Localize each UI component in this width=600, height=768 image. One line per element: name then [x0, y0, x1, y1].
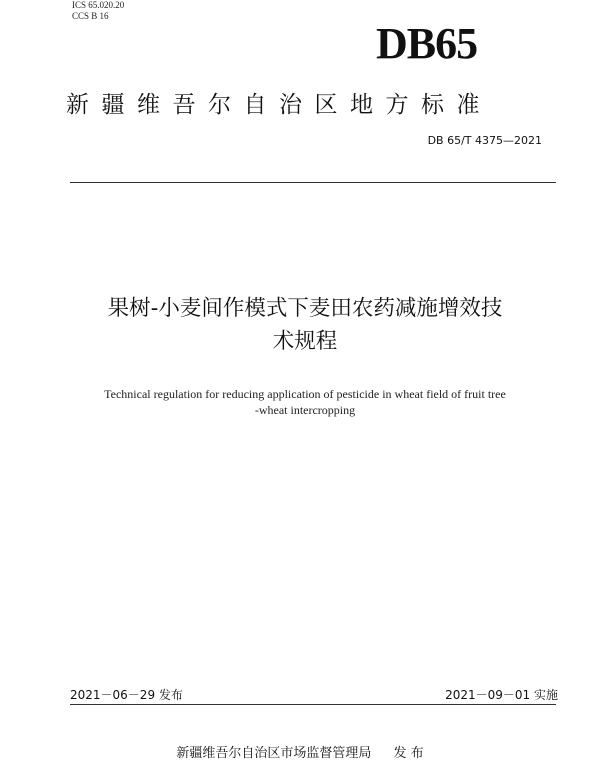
issue-date: 2021－06－29 发布 [70, 688, 183, 702]
effective-date: 2021－09－01 实施 [445, 688, 558, 702]
header-divider [70, 182, 556, 183]
issuer-line [0, 742, 600, 761]
chinese-title-line-2: 术规程 [272, 329, 338, 354]
standard-number: DB 65/T 4375—2021 [427, 134, 542, 147]
english-title-line-2: -wheat intercropping [254, 403, 356, 417]
issue-action: 发 布 [393, 746, 424, 761]
ccs-code: CCS B 16 [72, 11, 109, 21]
footer-divider [70, 704, 556, 705]
standard-logo: DB65 [376, 19, 478, 68]
classification-codes [72, 0, 124, 22]
english-title-line-1: Technical regulation for reducing application of pesticide in wheat field of fruit tree [104, 387, 506, 401]
issuer-name: 新疆维吾尔自治区市场监督管理局 [176, 746, 372, 761]
chinese-title-line-1: 果树-小麦间作模式下麦田农药减施增效技 [107, 296, 503, 321]
ics-code: ICS 65.020.20 [72, 0, 125, 10]
chinese-title [60, 292, 550, 358]
agency-heading: 新疆维吾尔自治区地方标准 [66, 92, 492, 118]
english-title [60, 386, 550, 418]
